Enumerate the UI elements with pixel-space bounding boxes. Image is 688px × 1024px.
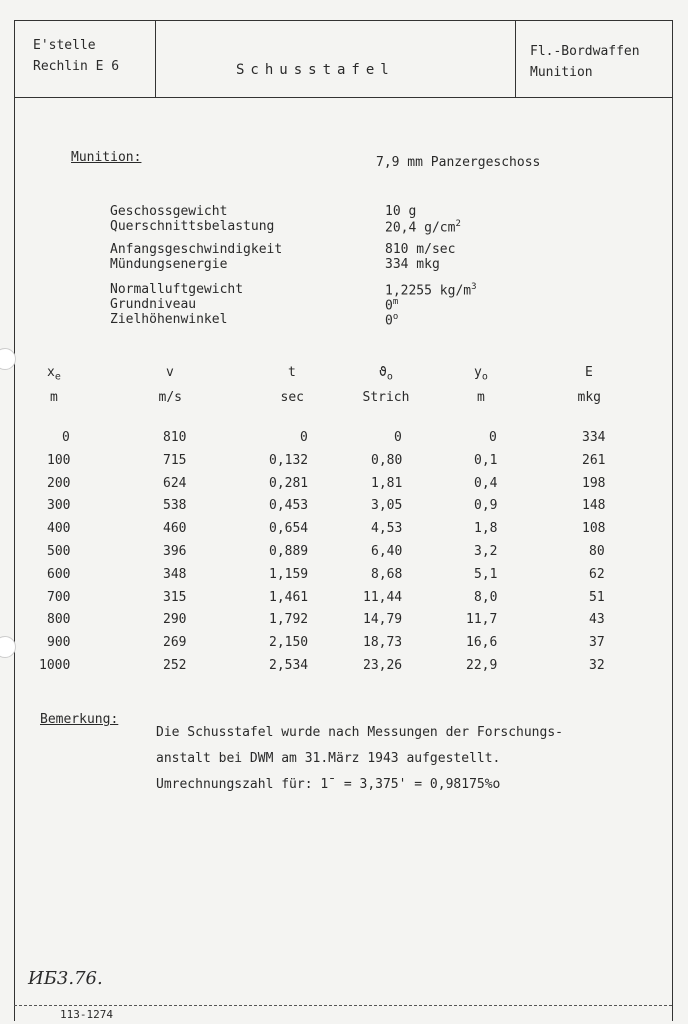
table-header-unit: m [50,390,58,405]
table-cell: 16,6 [466,635,498,651]
handwritten-signature: ИБ3.76. [28,968,103,989]
property-label: Geschossgewicht [110,204,228,219]
table-cell: 400 [47,521,71,537]
table-cell: 11,7 [466,612,498,628]
property-value: 20,4 $g/cm^2$ [385,219,461,236]
header-right-line2: Munition [530,64,593,80]
property-row [110,297,399,314]
property-label: Mündungsenergie [110,257,228,272]
property-label: Normalluftgewicht [110,282,244,297]
table-cell: 460 [163,521,187,537]
table-cell: 1,8 [474,521,498,537]
property-value: 810 m/sec [385,242,456,257]
table-header-symbol: E [585,365,593,380]
property-row [110,312,399,329]
table-header-unit: m/s [158,390,182,405]
header-left-box [33,36,119,78]
table-cell: 108 [582,521,606,537]
table-cell: 2,534 [269,658,309,673]
table-cell: 32 [589,658,605,673]
table-cell: 0,1 [474,452,498,468]
table-cell: 14,79 [363,612,403,628]
property-value: 0$^m$ [385,297,399,314]
table-cell: 252 [163,658,187,673]
table-cell: 23,26 [363,658,403,673]
table-header-unit: Strich [362,390,410,405]
header-right-line1: Fl.-Bordwaffen [530,44,640,59]
table-cell: 0,453 [269,498,309,514]
property-label: Querschnittsbelastung [110,219,275,234]
table-cell: 62 [589,566,605,582]
header-divider-left [155,20,156,98]
form-number: 113-1274 [60,1008,113,1021]
table-cell: 3,05 [371,498,403,514]
table-cell: 0,889 [269,544,309,559]
table-header-symbol: v [166,365,174,380]
table-header-unit: m [477,390,485,405]
table-cell: 0,80 [371,452,403,468]
document-frame [14,20,673,1021]
table-cell: 8,0 [474,589,498,605]
table-cell: 500 [47,544,71,559]
table-header-symbol: $x_e$ [47,365,61,383]
header-right-box [530,42,640,84]
table-cell: 800 [47,612,71,628]
table-cell: 0 [489,430,497,445]
table-cell: 0,9 [474,498,498,514]
munition-label: Munition: [71,150,142,165]
table-cell: 22,9 [466,658,498,673]
table-cell: 1,159 [269,566,309,582]
table-header-symbol: t [288,365,296,380]
table-header-symbol: $ϑ_o$ [379,365,393,383]
table-cell: 37 [589,635,605,651]
table-cell: 5,1 [474,566,498,582]
document-title: Schusstafel [236,62,395,78]
property-value: 0$^o$ [385,312,399,329]
table-cell: 261 [582,452,606,468]
table-cell: 0 [62,430,70,445]
table-cell: 0 [300,430,308,445]
table-cell: 1,461 [269,589,309,605]
property-label: Anfangsgeschwindigkeit [110,242,283,257]
table-cell: 100 [47,452,71,468]
property-label: Zielhöhenwinkel [110,312,228,327]
table-cell: 6,40 [371,544,403,559]
table-cell: 900 [47,635,71,651]
header-left-line2: Rechlin E 6 [33,58,120,74]
table-cell: 198 [582,475,606,491]
table-cell: 396 [163,544,187,559]
table-cell: 624 [163,475,187,491]
property-label: Grundniveau [110,297,197,312]
table-cell: 269 [163,635,187,651]
property-row [110,204,417,219]
table-cell: 700 [47,589,71,605]
table-cell: 4,53 [371,521,403,537]
table-cell: 51 [589,589,605,605]
property-row [110,282,477,299]
header-left-line1: E'stelle [33,38,96,53]
table-cell: 1000 [39,658,71,673]
property-value: 1,2255 $kg/m^3$ [385,282,477,299]
header-divider [14,97,672,98]
table-cell: 348 [163,566,187,582]
table-cell: 1,81 [371,475,403,491]
munition-value: 7,9 mm Panzergeschoss [376,155,541,170]
remarks-line-1: Die Schusstafel wurde nach Messungen der Forschungs- [156,725,563,740]
table-cell: 810 [163,430,187,445]
table-cell: 600 [47,566,71,582]
table-header-unit: sec [280,390,304,405]
footer-divider [14,1005,672,1006]
remarks-line-3: Umrechnungszahl für: 1¯ = 3,375' = 0,98175%o [156,777,501,792]
table-header-unit: mkg [577,390,601,405]
property-row [110,257,440,272]
property-row [110,219,461,236]
table-cell: 290 [163,612,187,628]
remarks-text [156,720,563,798]
table-cell: 1,792 [269,612,309,628]
property-value: 334 mkg [385,257,440,272]
property-row [110,242,456,257]
remarks-label: Bemerkung: [40,712,119,727]
table-cell: 0,654 [269,521,309,537]
table-cell: 315 [163,589,187,605]
table-cell: 300 [47,498,71,514]
table-cell: 334 [582,430,606,445]
table-cell: 18,73 [363,635,403,651]
remarks-line-2: anstalt bei DWM am 31.März 1943 aufgestellt. [156,751,501,766]
table-header-symbol: $y_o$ [474,365,488,383]
table-cell: 3,2 [474,544,498,559]
header-divider-right [515,20,516,98]
table-cell: 43 [589,612,605,628]
table-cell: 538 [163,498,187,514]
table-cell: 8,68 [371,566,403,582]
table-cell: 11,44 [363,589,403,605]
property-value: 10 g [385,204,417,219]
table-cell: 715 [163,452,187,468]
table-cell: 80 [589,544,605,559]
table-cell: 0 [394,430,402,445]
table-cell: 0,4 [474,475,498,491]
table-cell: 0,281 [269,475,309,491]
table-cell: 200 [47,475,71,491]
table-cell: 2,150 [269,635,309,651]
table-cell: 148 [582,498,606,514]
table-cell: 0,132 [269,452,309,468]
